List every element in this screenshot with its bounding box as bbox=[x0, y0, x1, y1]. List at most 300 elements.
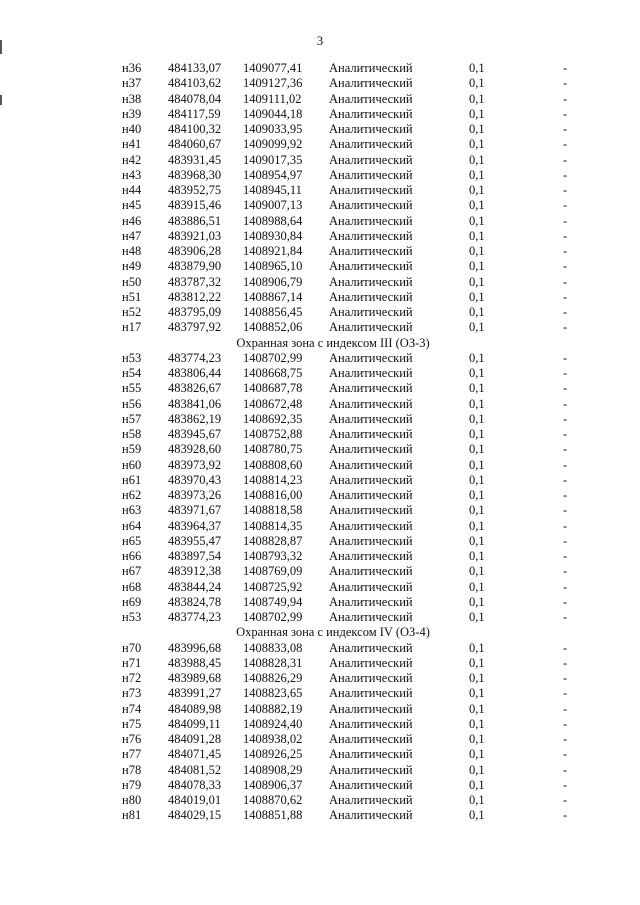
table-row bbox=[0, 747, 640, 762]
x-coordinate-cell: 484078,33 bbox=[168, 777, 222, 792]
x-coordinate-cell: 483795,09 bbox=[168, 305, 222, 319]
method-cell: Аналитический bbox=[329, 366, 413, 380]
method-cell: Аналитический bbox=[329, 259, 413, 274]
table-row bbox=[0, 76, 640, 91]
y-coordinate-cell: 1408814,23 bbox=[243, 472, 303, 487]
table-row bbox=[0, 366, 640, 381]
note-cell: - bbox=[563, 457, 568, 472]
method-cell: Аналитический bbox=[329, 244, 413, 258]
point-id-cell: н78 bbox=[122, 762, 142, 777]
method-cell: Аналитический bbox=[329, 61, 413, 75]
y-coordinate-cell: 1408828,87 bbox=[243, 533, 303, 548]
x-coordinate-cell: 483996,68 bbox=[168, 640, 222, 655]
y-coordinate-cell: 1408808,60 bbox=[243, 457, 303, 472]
point-id-cell: н49 bbox=[122, 259, 142, 274]
table-row bbox=[0, 641, 640, 656]
accuracy-cell: 0,1 bbox=[469, 472, 485, 487]
method-cell: Аналитический bbox=[329, 732, 413, 746]
accuracy-cell: 0,1 bbox=[469, 457, 485, 472]
accuracy-cell: 0,1 bbox=[469, 808, 485, 823]
accuracy-cell: 0,1 bbox=[469, 244, 485, 258]
accuracy-cell: 0,1 bbox=[469, 793, 485, 807]
point-id-cell: н40 bbox=[122, 122, 142, 136]
point-id-cell: н80 bbox=[122, 793, 142, 807]
point-id-cell: н17 bbox=[122, 320, 142, 335]
x-coordinate-cell: 484091,28 bbox=[168, 732, 222, 746]
y-coordinate-cell: 1408930,84 bbox=[243, 228, 303, 243]
note-cell: - bbox=[563, 152, 568, 167]
point-id-cell: н45 bbox=[122, 198, 142, 213]
method-cell: Аналитический bbox=[329, 488, 413, 502]
point-id-cell: н72 bbox=[122, 671, 142, 685]
y-coordinate-cell: 1408816,00 bbox=[243, 488, 303, 502]
point-id-cell: н59 bbox=[122, 442, 142, 457]
accuracy-cell: 0,1 bbox=[469, 503, 485, 518]
accuracy-cell: 0,1 bbox=[469, 289, 485, 304]
point-id-cell: н58 bbox=[122, 427, 142, 441]
accuracy-cell: 0,1 bbox=[469, 198, 485, 213]
table-row bbox=[0, 168, 640, 183]
x-coordinate-cell: 483971,67 bbox=[168, 503, 222, 518]
method-cell: Аналитический bbox=[329, 350, 413, 365]
x-coordinate-cell: 483879,90 bbox=[168, 259, 222, 274]
method-cell: Аналитический bbox=[329, 655, 413, 670]
x-coordinate-cell: 483931,45 bbox=[168, 152, 222, 167]
point-id-cell: н60 bbox=[122, 457, 142, 472]
method-cell: Аналитический bbox=[329, 91, 413, 106]
point-id-cell: н77 bbox=[122, 747, 142, 762]
method-cell: Аналитический bbox=[329, 533, 413, 548]
note-cell: - bbox=[563, 762, 568, 777]
point-id-cell: н73 bbox=[122, 686, 142, 701]
accuracy-cell: 0,1 bbox=[469, 686, 485, 701]
table-row bbox=[0, 290, 640, 305]
note-cell: - bbox=[563, 244, 568, 258]
method-cell: Аналитический bbox=[329, 152, 413, 167]
accuracy-cell: 0,1 bbox=[469, 61, 485, 75]
note-cell: - bbox=[563, 350, 568, 365]
point-id-cell: н38 bbox=[122, 91, 142, 106]
y-coordinate-cell: 1408818,58 bbox=[243, 503, 303, 518]
method-cell: Аналитический bbox=[329, 320, 413, 335]
point-id-cell: н76 bbox=[122, 732, 142, 746]
y-coordinate-cell: 1408908,29 bbox=[243, 762, 303, 777]
method-cell: Аналитический bbox=[329, 411, 413, 426]
accuracy-cell: 0,1 bbox=[469, 183, 485, 197]
method-cell: Аналитический bbox=[329, 305, 413, 319]
accuracy-cell: 0,1 bbox=[469, 427, 485, 441]
x-coordinate-cell: 484081,52 bbox=[168, 762, 222, 777]
note-cell: - bbox=[563, 213, 568, 228]
accuracy-cell: 0,1 bbox=[469, 640, 485, 655]
point-id-cell: н51 bbox=[122, 289, 142, 304]
note-cell: - bbox=[563, 381, 568, 396]
accuracy-cell: 0,1 bbox=[469, 518, 485, 533]
x-coordinate-cell: 484133,07 bbox=[168, 61, 222, 75]
table-row bbox=[0, 198, 640, 213]
point-id-cell: н36 bbox=[122, 61, 142, 75]
method-cell: Аналитический bbox=[329, 716, 413, 731]
accuracy-cell: 0,1 bbox=[469, 564, 485, 579]
y-coordinate-cell: 1408851,88 bbox=[243, 808, 303, 823]
y-coordinate-cell: 1408906,37 bbox=[243, 777, 303, 792]
x-coordinate-cell: 483952,75 bbox=[168, 183, 222, 197]
x-coordinate-cell: 483787,32 bbox=[168, 274, 222, 289]
x-coordinate-cell: 483915,46 bbox=[168, 198, 222, 213]
accuracy-cell: 0,1 bbox=[469, 701, 485, 716]
accuracy-cell: 0,1 bbox=[469, 381, 485, 396]
note-cell: - bbox=[563, 686, 568, 701]
table-row bbox=[0, 534, 640, 549]
note-cell: - bbox=[563, 320, 568, 335]
note-cell: - bbox=[563, 777, 568, 792]
coordinates-table bbox=[0, 61, 640, 824]
table-row bbox=[0, 580, 640, 595]
table-row bbox=[0, 137, 640, 152]
y-coordinate-cell: 1408945,11 bbox=[243, 183, 302, 197]
y-coordinate-cell: 1409077,41 bbox=[243, 61, 303, 75]
y-coordinate-cell: 1409044,18 bbox=[243, 106, 303, 121]
note-cell: - bbox=[563, 167, 568, 182]
note-cell: - bbox=[563, 183, 568, 197]
note-cell: - bbox=[563, 198, 568, 213]
method-cell: Аналитический bbox=[329, 701, 413, 716]
table-row bbox=[0, 183, 640, 198]
method-cell: Аналитический bbox=[329, 549, 413, 563]
table-row bbox=[0, 427, 640, 442]
x-coordinate-cell: 483973,92 bbox=[168, 457, 222, 472]
point-id-cell: н70 bbox=[122, 640, 142, 655]
table-row bbox=[0, 107, 640, 122]
accuracy-cell: 0,1 bbox=[469, 747, 485, 762]
accuracy-cell: 0,1 bbox=[469, 366, 485, 380]
table-row bbox=[0, 763, 640, 778]
section-title: Охранная зона с индексом III (ОЗ-3) bbox=[236, 335, 430, 350]
table-row bbox=[0, 793, 640, 808]
method-cell: Аналитический bbox=[329, 503, 413, 518]
y-coordinate-cell: 1409017,35 bbox=[243, 152, 303, 167]
note-cell: - bbox=[563, 701, 568, 716]
section-heading bbox=[0, 336, 640, 351]
y-coordinate-cell: 1408749,94 bbox=[243, 594, 303, 609]
table-row bbox=[0, 259, 640, 274]
table-row bbox=[0, 686, 640, 701]
y-coordinate-cell: 1408780,75 bbox=[243, 442, 303, 457]
y-coordinate-cell: 1408793,32 bbox=[243, 549, 303, 563]
accuracy-cell: 0,1 bbox=[469, 411, 485, 426]
table-row bbox=[0, 458, 640, 473]
page-number: 3 bbox=[316, 34, 324, 48]
table-row bbox=[0, 275, 640, 290]
point-id-cell: н74 bbox=[122, 701, 142, 716]
point-id-cell: н37 bbox=[122, 76, 142, 91]
accuracy-cell: 0,1 bbox=[469, 610, 485, 624]
x-coordinate-cell: 483955,47 bbox=[168, 533, 222, 548]
point-id-cell: н62 bbox=[122, 488, 142, 502]
table-row bbox=[0, 320, 640, 335]
y-coordinate-cell: 1409111,02 bbox=[243, 91, 302, 106]
x-coordinate-cell: 484060,67 bbox=[168, 137, 222, 152]
note-cell: - bbox=[563, 732, 568, 746]
note-cell: - bbox=[563, 808, 568, 823]
note-cell: - bbox=[563, 305, 568, 319]
note-cell: - bbox=[563, 427, 568, 441]
table-row bbox=[0, 412, 640, 427]
accuracy-cell: 0,1 bbox=[469, 716, 485, 731]
accuracy-cell: 0,1 bbox=[469, 259, 485, 274]
y-coordinate-cell: 1408924,40 bbox=[243, 716, 303, 731]
accuracy-cell: 0,1 bbox=[469, 442, 485, 457]
y-coordinate-cell: 1408867,14 bbox=[243, 289, 303, 304]
point-id-cell: н53 bbox=[122, 610, 142, 624]
note-cell: - bbox=[563, 640, 568, 655]
point-id-cell: н66 bbox=[122, 549, 142, 563]
point-id-cell: н56 bbox=[122, 396, 142, 411]
table-row bbox=[0, 808, 640, 823]
point-id-cell: н47 bbox=[122, 228, 142, 243]
y-coordinate-cell: 1409033,95 bbox=[243, 122, 303, 136]
y-coordinate-cell: 1408828,31 bbox=[243, 655, 303, 670]
y-coordinate-cell: 1408965,10 bbox=[243, 259, 303, 274]
table-row bbox=[0, 564, 640, 579]
x-coordinate-cell: 483826,67 bbox=[168, 381, 222, 396]
point-id-cell: н65 bbox=[122, 533, 142, 548]
y-coordinate-cell: 1408687,78 bbox=[243, 381, 303, 396]
method-cell: Аналитический bbox=[329, 198, 413, 213]
table-row bbox=[0, 305, 640, 320]
table-row bbox=[0, 351, 640, 366]
x-coordinate-cell: 483945,67 bbox=[168, 427, 222, 441]
table-row bbox=[0, 61, 640, 76]
note-cell: - bbox=[563, 228, 568, 243]
table-row bbox=[0, 671, 640, 686]
point-id-cell: н39 bbox=[122, 106, 142, 121]
y-coordinate-cell: 1408672,48 bbox=[243, 396, 303, 411]
note-cell: - bbox=[563, 122, 568, 136]
accuracy-cell: 0,1 bbox=[469, 671, 485, 685]
point-id-cell: н63 bbox=[122, 503, 142, 518]
note-cell: - bbox=[563, 655, 568, 670]
accuracy-cell: 0,1 bbox=[469, 549, 485, 563]
x-coordinate-cell: 483774,23 bbox=[168, 350, 222, 365]
method-cell: Аналитический bbox=[329, 671, 413, 685]
y-coordinate-cell: 1408882,19 bbox=[243, 701, 303, 716]
table-row bbox=[0, 702, 640, 717]
accuracy-cell: 0,1 bbox=[469, 594, 485, 609]
point-id-cell: н79 bbox=[122, 777, 142, 792]
y-coordinate-cell: 1408826,29 bbox=[243, 671, 303, 685]
note-cell: - bbox=[563, 137, 568, 152]
accuracy-cell: 0,1 bbox=[469, 122, 485, 136]
accuracy-cell: 0,1 bbox=[469, 732, 485, 746]
note-cell: - bbox=[563, 91, 568, 106]
table-row bbox=[0, 503, 640, 518]
method-cell: Аналитический bbox=[329, 472, 413, 487]
accuracy-cell: 0,1 bbox=[469, 777, 485, 792]
section-title: Охранная зона с индексом IV (ОЗ-4) bbox=[236, 625, 430, 640]
y-coordinate-cell: 1409099,92 bbox=[243, 137, 303, 152]
x-coordinate-cell: 483988,45 bbox=[168, 655, 222, 670]
x-coordinate-cell: 484071,45 bbox=[168, 747, 222, 762]
table-row bbox=[0, 519, 640, 534]
y-coordinate-cell: 1408814,35 bbox=[243, 518, 303, 533]
note-cell: - bbox=[563, 747, 568, 762]
note-cell: - bbox=[563, 442, 568, 457]
method-cell: Аналитический bbox=[329, 594, 413, 609]
note-cell: - bbox=[563, 671, 568, 685]
note-cell: - bbox=[563, 259, 568, 274]
x-coordinate-cell: 483812,22 bbox=[168, 289, 222, 304]
note-cell: - bbox=[563, 396, 568, 411]
method-cell: Аналитический bbox=[329, 793, 413, 807]
point-id-cell: н61 bbox=[122, 472, 142, 487]
x-coordinate-cell: 483928,60 bbox=[168, 442, 222, 457]
x-coordinate-cell: 483970,43 bbox=[168, 472, 222, 487]
x-coordinate-cell: 483774,23 bbox=[168, 610, 222, 624]
method-cell: Аналитический bbox=[329, 442, 413, 457]
note-cell: - bbox=[563, 488, 568, 502]
y-coordinate-cell: 1408769,09 bbox=[243, 564, 303, 579]
note-cell: - bbox=[563, 503, 568, 518]
point-id-cell: н69 bbox=[122, 594, 142, 609]
method-cell: Аналитический bbox=[329, 457, 413, 472]
table-row bbox=[0, 229, 640, 244]
x-coordinate-cell: 483886,51 bbox=[168, 213, 222, 228]
accuracy-cell: 0,1 bbox=[469, 76, 485, 91]
y-coordinate-cell: 1408702,99 bbox=[243, 350, 303, 365]
note-cell: - bbox=[563, 366, 568, 380]
accuracy-cell: 0,1 bbox=[469, 91, 485, 106]
y-coordinate-cell: 1408921,84 bbox=[243, 244, 303, 258]
x-coordinate-cell: 483841,06 bbox=[168, 396, 222, 411]
note-cell: - bbox=[563, 549, 568, 563]
table-row bbox=[0, 214, 640, 229]
point-id-cell: н50 bbox=[122, 274, 142, 289]
note-cell: - bbox=[563, 594, 568, 609]
y-coordinate-cell: 1408833,08 bbox=[243, 640, 303, 655]
point-id-cell: н71 bbox=[122, 655, 142, 670]
x-coordinate-cell: 484019,01 bbox=[168, 793, 222, 807]
point-id-cell: н75 bbox=[122, 716, 142, 731]
y-coordinate-cell: 1408906,79 bbox=[243, 274, 303, 289]
table-row bbox=[0, 610, 640, 625]
y-coordinate-cell: 1408954,97 bbox=[243, 167, 303, 182]
method-cell: Аналитический bbox=[329, 122, 413, 136]
method-cell: Аналитический bbox=[329, 747, 413, 762]
method-cell: Аналитический bbox=[329, 183, 413, 197]
point-id-cell: н44 bbox=[122, 183, 142, 197]
method-cell: Аналитический bbox=[329, 808, 413, 823]
x-coordinate-cell: 483897,54 bbox=[168, 549, 222, 563]
note-cell: - bbox=[563, 289, 568, 304]
point-id-cell: н54 bbox=[122, 366, 142, 380]
method-cell: Аналитический bbox=[329, 640, 413, 655]
accuracy-cell: 0,1 bbox=[469, 655, 485, 670]
note-cell: - bbox=[563, 61, 568, 75]
note-cell: - bbox=[563, 716, 568, 731]
point-id-cell: н46 bbox=[122, 213, 142, 228]
method-cell: Аналитический bbox=[329, 106, 413, 121]
method-cell: Аналитический bbox=[329, 579, 413, 594]
table-row bbox=[0, 717, 640, 732]
method-cell: Аналитический bbox=[329, 762, 413, 777]
method-cell: Аналитический bbox=[329, 518, 413, 533]
table-row bbox=[0, 595, 640, 610]
x-coordinate-cell: 483968,30 bbox=[168, 167, 222, 182]
point-id-cell: н55 bbox=[122, 381, 142, 396]
x-coordinate-cell: 483921,03 bbox=[168, 228, 222, 243]
method-cell: Аналитический bbox=[329, 274, 413, 289]
y-coordinate-cell: 1408692,35 bbox=[243, 411, 303, 426]
table-row bbox=[0, 397, 640, 412]
table-row bbox=[0, 153, 640, 168]
x-coordinate-cell: 483964,37 bbox=[168, 518, 222, 533]
point-id-cell: н48 bbox=[122, 244, 142, 258]
x-coordinate-cell: 483844,24 bbox=[168, 579, 222, 594]
table-row bbox=[0, 656, 640, 671]
y-coordinate-cell: 1409007,13 bbox=[243, 198, 303, 213]
method-cell: Аналитический bbox=[329, 427, 413, 441]
y-coordinate-cell: 1408668,75 bbox=[243, 366, 303, 380]
method-cell: Аналитический bbox=[329, 777, 413, 792]
y-coordinate-cell: 1408752,88 bbox=[243, 427, 303, 441]
note-cell: - bbox=[563, 579, 568, 594]
table-row bbox=[0, 381, 640, 396]
note-cell: - bbox=[563, 610, 568, 624]
accuracy-cell: 0,1 bbox=[469, 213, 485, 228]
x-coordinate-cell: 483989,68 bbox=[168, 671, 222, 685]
y-coordinate-cell: 1408988,64 bbox=[243, 213, 303, 228]
point-id-cell: н81 bbox=[122, 808, 142, 823]
point-id-cell: н43 bbox=[122, 167, 142, 182]
note-cell: - bbox=[563, 274, 568, 289]
section-heading bbox=[0, 625, 640, 640]
y-coordinate-cell: 1408823,65 bbox=[243, 686, 303, 701]
table-row bbox=[0, 473, 640, 488]
x-coordinate-cell: 483991,27 bbox=[168, 686, 222, 701]
note-cell: - bbox=[563, 518, 568, 533]
accuracy-cell: 0,1 bbox=[469, 274, 485, 289]
x-coordinate-cell: 484099,11 bbox=[168, 716, 221, 731]
table-row bbox=[0, 122, 640, 137]
accuracy-cell: 0,1 bbox=[469, 579, 485, 594]
point-id-cell: н57 bbox=[122, 411, 142, 426]
note-cell: - bbox=[563, 564, 568, 579]
method-cell: Аналитический bbox=[329, 564, 413, 579]
x-coordinate-cell: 484103,62 bbox=[168, 76, 222, 91]
point-id-cell: н52 bbox=[122, 305, 142, 319]
method-cell: Аналитический bbox=[329, 381, 413, 396]
table-row bbox=[0, 488, 640, 503]
note-cell: - bbox=[563, 106, 568, 121]
accuracy-cell: 0,1 bbox=[469, 152, 485, 167]
accuracy-cell: 0,1 bbox=[469, 137, 485, 152]
method-cell: Аналитический bbox=[329, 686, 413, 701]
accuracy-cell: 0,1 bbox=[469, 305, 485, 319]
x-coordinate-cell: 483824,78 bbox=[168, 594, 222, 609]
x-coordinate-cell: 484117,59 bbox=[168, 106, 221, 121]
accuracy-cell: 0,1 bbox=[469, 320, 485, 335]
y-coordinate-cell: 1408852,06 bbox=[243, 320, 303, 335]
x-coordinate-cell: 483906,28 bbox=[168, 244, 222, 258]
note-cell: - bbox=[563, 533, 568, 548]
accuracy-cell: 0,1 bbox=[469, 106, 485, 121]
method-cell: Аналитический bbox=[329, 396, 413, 411]
y-coordinate-cell: 1408702,99 bbox=[243, 610, 303, 624]
accuracy-cell: 0,1 bbox=[469, 762, 485, 777]
accuracy-cell: 0,1 bbox=[469, 533, 485, 548]
method-cell: Аналитический bbox=[329, 289, 413, 304]
